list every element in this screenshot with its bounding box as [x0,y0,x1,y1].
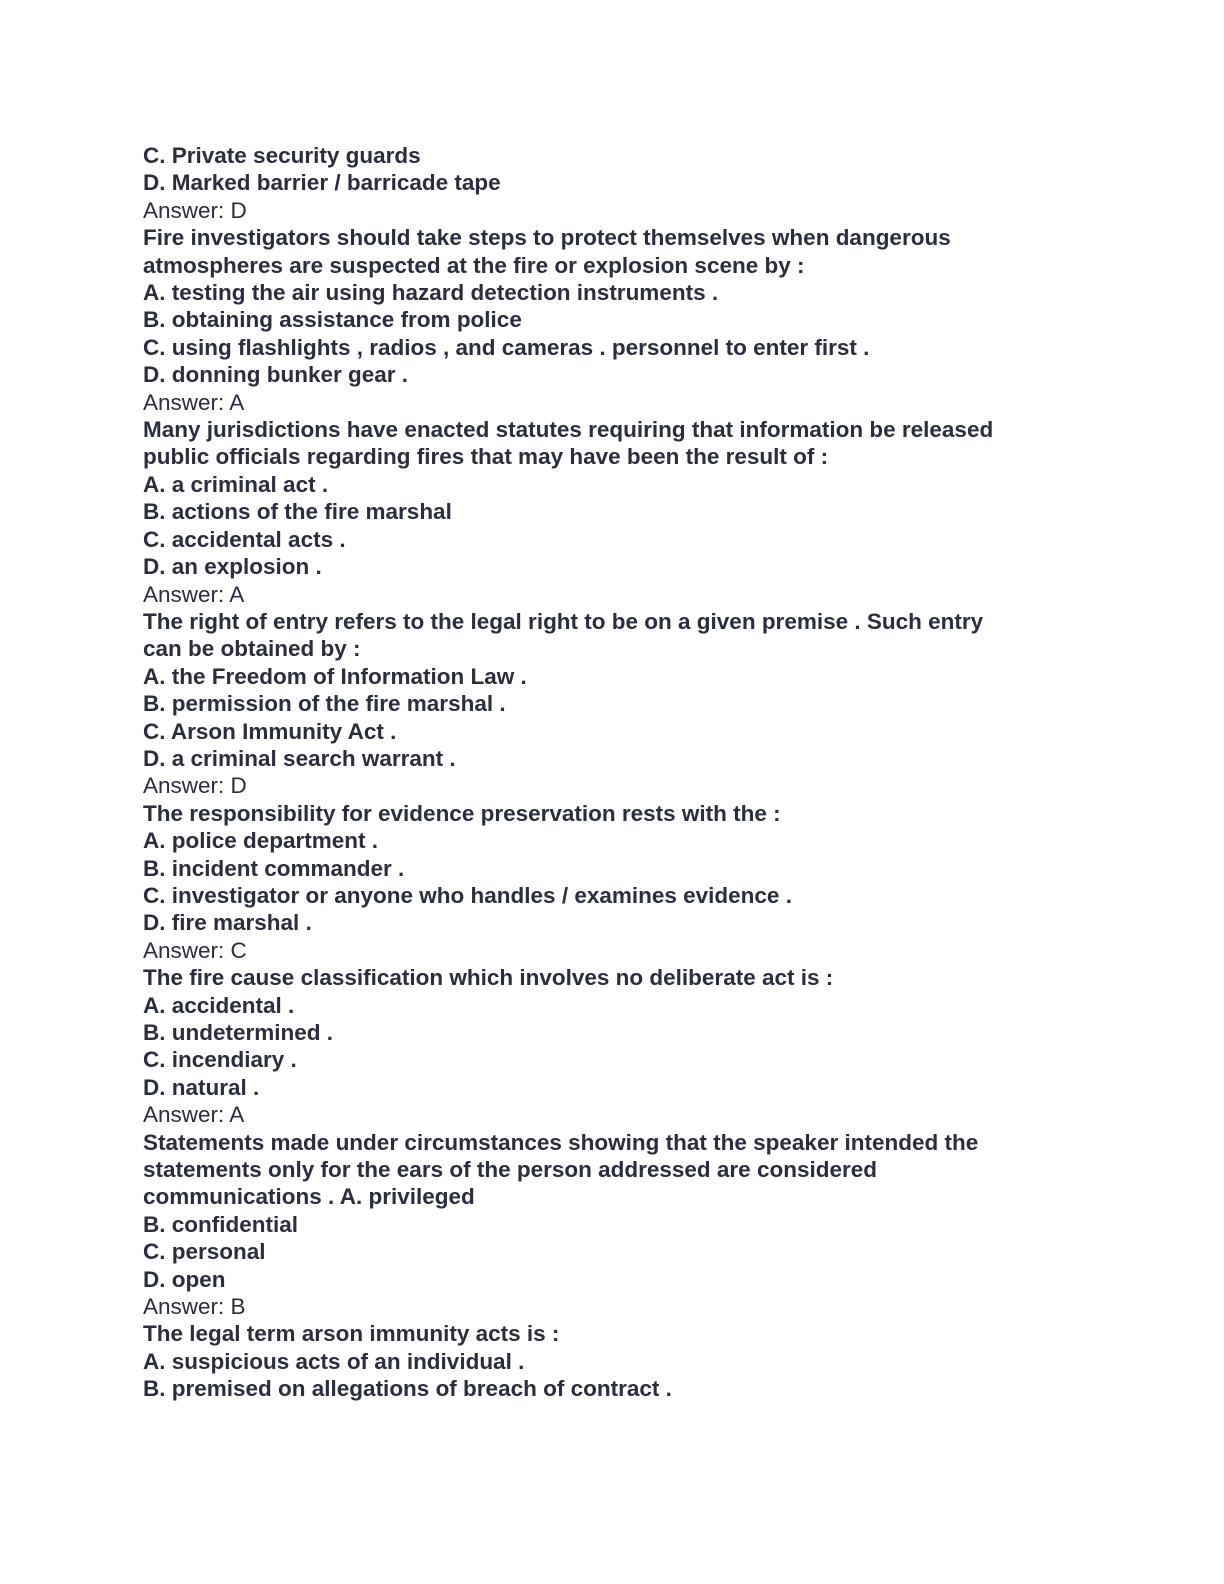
answer-line: Answer: D [143,773,247,799]
option-line: A. the Freedom of Information Law . [143,663,527,689]
option-line: B. obtaining assistance from police [143,307,522,333]
answer-line: Answer: A [143,581,245,607]
option-line: D. natural . [143,1074,260,1100]
question-line: Fire investigators should take steps to protect themselves when dangerous [143,225,951,251]
answer-line: Answer: C [143,937,247,963]
option-line: C. accidental acts . [143,526,346,552]
option-line: D. a criminal search warrant . [143,745,456,771]
option-line: A. a criminal act . [143,471,329,497]
option-line: B. undetermined . [143,1020,334,1045]
question-line: can be obtained by : [143,636,361,662]
option-line: C. Arson Immunity Act . [143,718,397,744]
option-line: B. confidential [143,1211,299,1237]
option-line: C. incendiary . [143,1047,297,1073]
question-line: public officials regarding fires that may have been the result of : [143,444,829,470]
question-line: The responsibility for evidence preservation rests with the : [143,800,781,826]
option-line: A. suspicious acts of an individual . [143,1348,525,1374]
answer-line: Answer: B [143,1294,246,1320]
answer-line: Answer: A [143,1102,245,1128]
question-line: The fire cause classification which involves no deliberate act is : [143,965,834,991]
option-line: C. personal [143,1239,266,1265]
question-line: communications . A. privileged [143,1184,475,1210]
answer-line: Answer: D [143,197,247,223]
option-line: C. using flashlights , radios , and cameras . personnel to enter first . [143,334,870,360]
question-line: Statements made under circumstances showing that the speaker intended the [143,1129,979,1155]
option-line: D. fire marshal . [143,910,312,936]
option-line: A. accidental . [143,992,295,1018]
option-line: D. donning bunker gear . [143,362,409,388]
document-page [143,142,1143,1403]
answer-line: Answer: A [143,389,245,415]
option-line: D. an explosion . [143,554,322,580]
question-line: statements only for the ears of the person addressed are considered [143,1157,877,1183]
option-line: C. investigator or anyone who handles / examines evidence . [143,882,792,908]
question-line: The legal term arson immunity acts is : [143,1321,560,1347]
option-line: A. testing the air using hazard detection instruments . [143,280,719,306]
option-line: B. actions of the fire marshal [143,499,452,525]
question-line: Many jurisdictions have enacted statutes requiring that information be released [143,417,994,443]
option-line: B. incident commander . [143,855,405,881]
question-line: The right of entry refers to the legal right to be on a given premise . Such entry [143,608,984,634]
option-line: D. Marked barrier / barricade tape [143,170,501,196]
option-line: D. open [143,1266,226,1292]
question-line: atmospheres are suspected at the fire or explosion scene by : [143,252,805,278]
option-line: C. Private security guards [143,143,421,168]
option-line: A. police department . [143,828,379,854]
option-line: B. permission of the fire marshal . [143,691,506,717]
option-line: B. premised on allegations of breach of contract . [143,1376,672,1402]
